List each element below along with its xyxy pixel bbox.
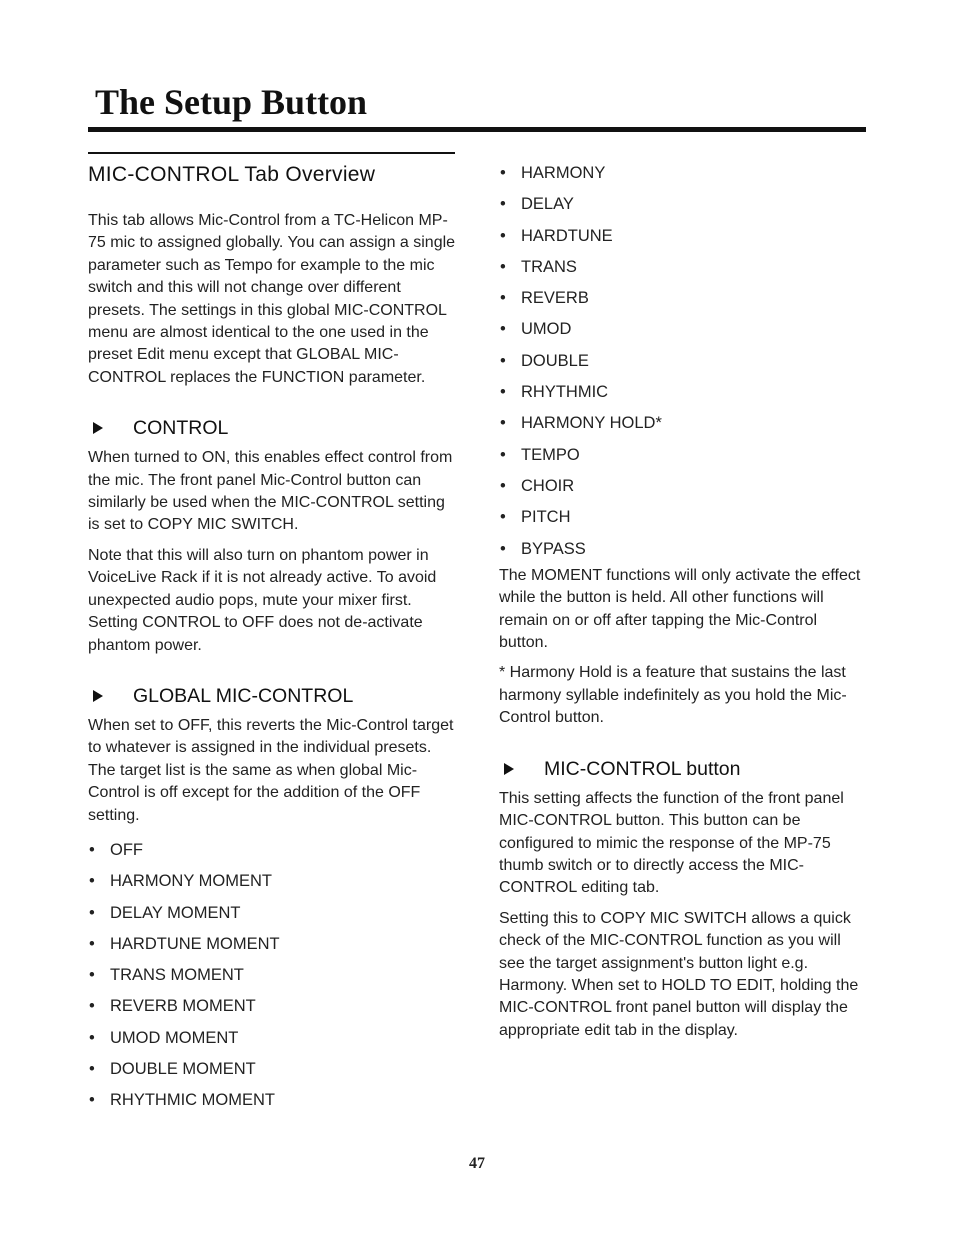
mic-control-button-heading-label: MIC-CONTROL button [544,757,741,780]
page-title: The Setup Button [95,82,368,122]
list-item: • HARMONY MOMENT [88,866,456,897]
list-item: • TRANS MOMENT [88,960,456,991]
list-item: • TEMPO [499,440,867,471]
triangle-bullet-icon [93,690,103,702]
global-paragraph: When set to OFF, this reverts the Mic-Control target to whatever is assigned in the individual presets. The target list is the same as when global Mic-Control is off except for the addition of the OFF setting. [88,716,454,824]
list-item: • HARDTUNE [499,221,867,252]
list-item: • RHYTHMIC MOMENT [88,1085,456,1116]
moment-note: The MOMENT functions will only activate the effect while the button is held. All other functions will remain on or off after tapping the Mic-Control button. [499,566,861,652]
section-title: MIC-CONTROL Tab Overview [88,163,376,186]
list-item: • UMOD MOMENT [88,1023,456,1054]
control-heading-label: CONTROL [133,417,229,440]
column-rule [88,152,455,154]
button-paragraph-2: Setting this to COPY MIC SWITCH allows a quick check of the MIC-CONTROL function as you will see the target assignment's button light e.g. Harmony. When set to HOLD TO EDIT, holding the MIC-CONTROL front panel button will display the appropriate edit tab in the display. [499,909,859,1039]
title-rule [88,127,866,132]
mic-control-button-heading [499,756,867,782]
list-item: • HARMONY HOLD* [499,408,867,439]
list-item: • HARDTUNE MOMENT [88,929,456,960]
global-mic-control-heading [88,683,456,709]
list-item: • DELAY [499,189,867,220]
left-column [88,160,456,1117]
global-mic-control-heading-label: GLOBAL MIC-CONTROL [133,684,354,707]
triangle-bullet-icon [504,763,514,775]
list-item: • DOUBLE [499,346,867,377]
list-item: • DOUBLE MOMENT [88,1054,456,1085]
control-paragraph-1: When turned to ON, this enables effect control from the mic. The front panel Mic-Control button can similarly be used when the MIC-CONTROL setting is set to COPY MIC SWITCH. [88,449,453,534]
control-heading [88,415,456,441]
list-item: • CHOIR [499,471,867,502]
page-number: 47 [469,1155,485,1172]
harmony-hold-note: * Harmony Hold is a feature that sustains the last harmony syllable indefinitely as you hold the Mic-Control button. [499,664,847,727]
control-paragraph-2: Note that this will also turn on phantom power in VoiceLive Rack if it is not already active. To avoid unexpected audio pops, mute your mixer first. Setting CONTROL to OFF does not de-activate phantom power. [88,546,437,654]
list-item: • PITCH [499,502,867,533]
list-item: • RHYTHMIC [499,377,867,408]
list-item: • REVERB MOMENT [88,991,456,1022]
intro-paragraph: This tab allows Mic-Control from a TC-Helicon MP-75 mic to assigned globally. You can assign a single parameter such as Tempo for example to the mic switch and this will not change over different presets. The settings in this global MIC-CONTROL menu are almost identical to the one used in the preset Edit menu except that GLOBAL MIC-CONTROL replaces the FUNCTION parameter. [88,212,456,386]
triangle-bullet-icon [93,422,103,434]
button-paragraph-1: This setting affects the function of the front panel MIC-CONTROL button. This button can be configured to mimic the response of the MP-75 thumb switch or to directly access the MIC-CONTROL editing tab. [499,789,844,897]
list-item: • TRANS [499,252,867,283]
list-item: • OFF [88,835,456,866]
right-column [499,160,867,1050]
list-item: • BYPASS [499,534,867,565]
list-item: • DELAY MOMENT [88,898,456,929]
moment-target-list [88,835,456,1117]
list-item: • REVERB [499,283,867,314]
list-item: • HARMONY [499,158,867,189]
list-item: • UMOD [499,314,867,345]
target-list [499,158,867,565]
